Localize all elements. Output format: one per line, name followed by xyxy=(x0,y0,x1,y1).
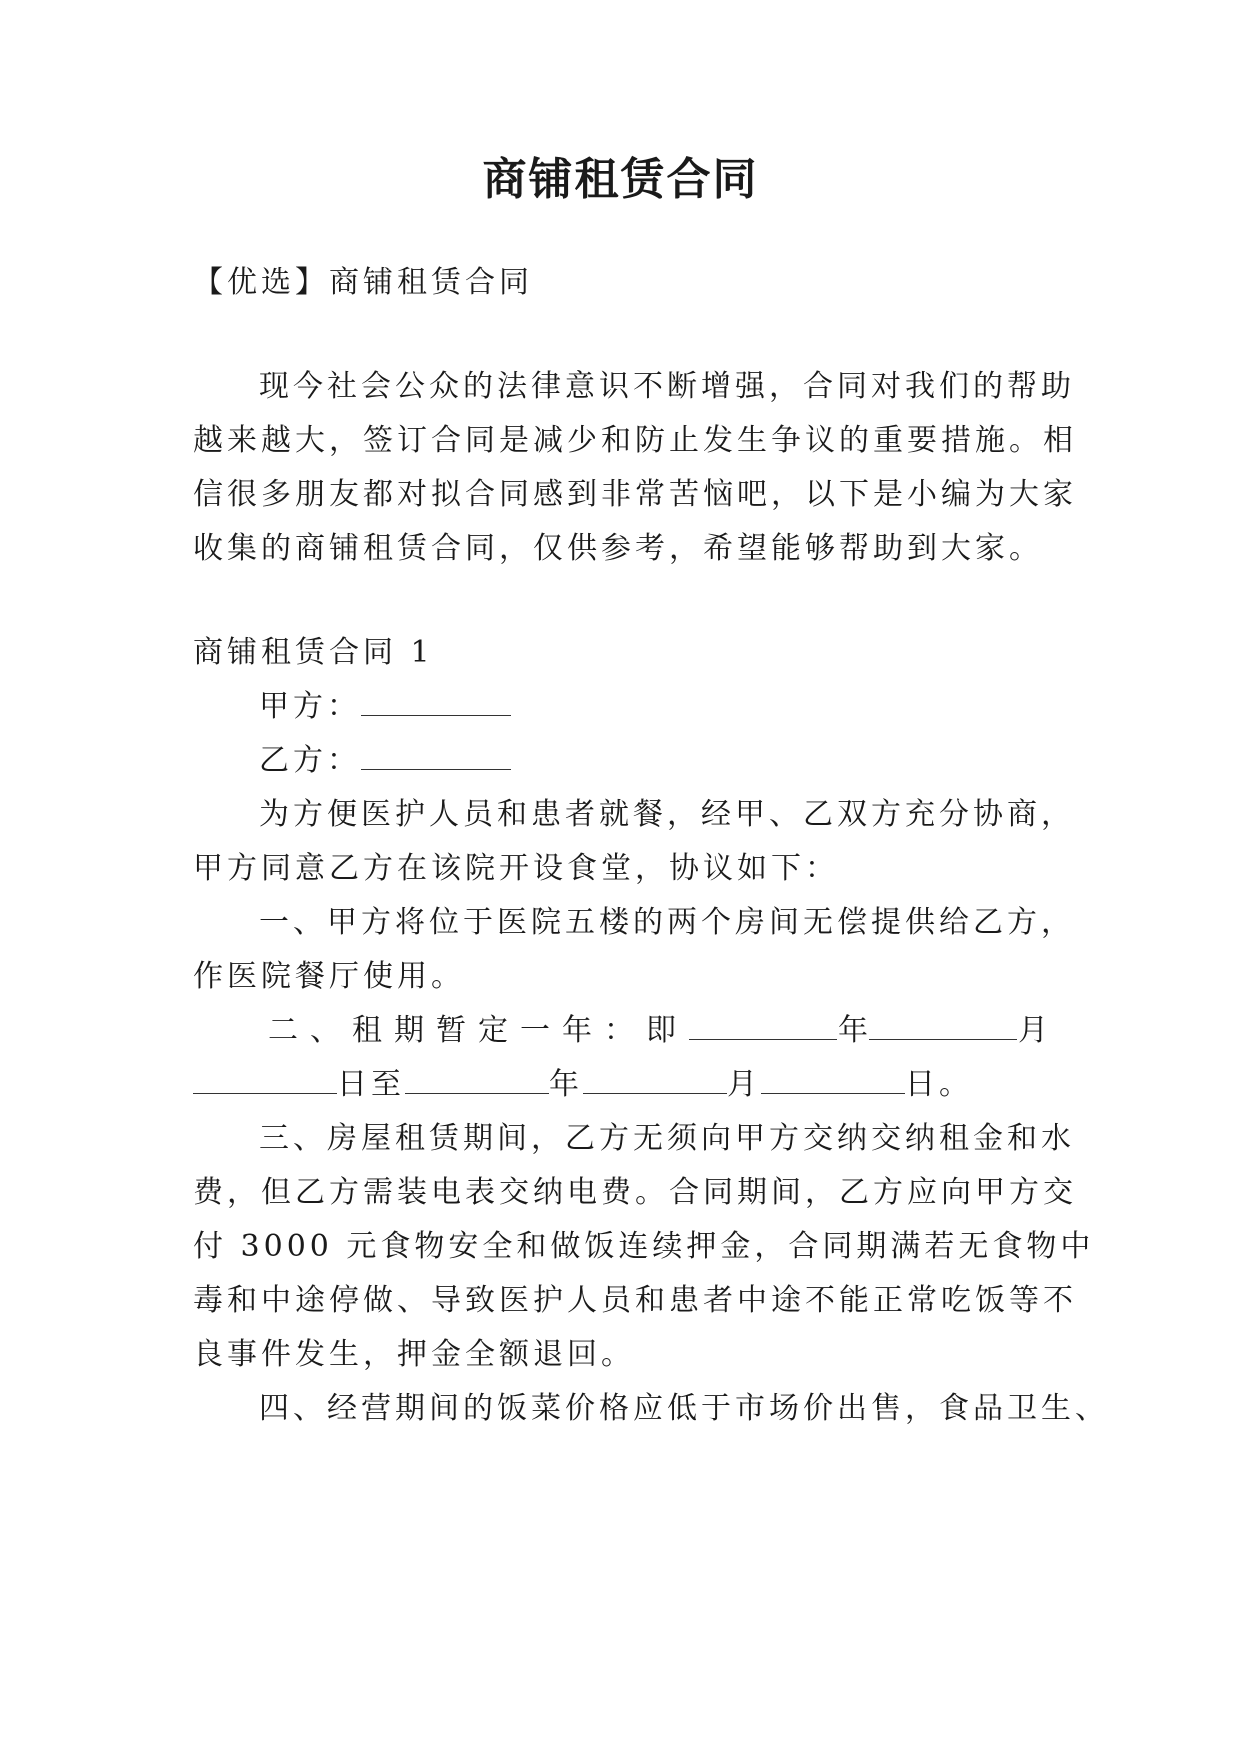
start-day-blank[interactable] xyxy=(193,1065,337,1094)
document-subtitle: 【优选】商铺租赁合同 xyxy=(193,265,533,300)
clause1-line: 一、甲方将位于医院五楼的两个房间无偿提供给乙方， xyxy=(259,905,1075,940)
party-b-row xyxy=(259,741,511,781)
intro-line: 收集的商铺租赁合同，仅供参考，希望能够帮助到大家。 xyxy=(193,531,1043,566)
clause3-line: 毒和中途停做、导致医护人员和患者中途不能正常吃饭等不 xyxy=(193,1283,1077,1318)
clause2-month2: 月 xyxy=(727,1067,761,1102)
clause3-line: 三、房屋租赁期间，乙方无须向甲方交纳交纳租金和水 xyxy=(259,1121,1075,1156)
party-a-blank[interactable] xyxy=(361,687,511,716)
party-a-row xyxy=(259,687,511,727)
clause2-row1 xyxy=(268,1011,1048,1051)
party-b-label: 乙方： xyxy=(259,743,361,778)
clause2-year2: 年 xyxy=(549,1067,583,1102)
clause2-year1: 年 xyxy=(838,1013,868,1048)
party-a-label: 甲方： xyxy=(259,689,361,724)
clause2-day1: 日至 xyxy=(337,1067,405,1102)
intro-line: 越来越大，签订合同是减少和防止发生争议的重要措施。相 xyxy=(193,423,1077,458)
clause3-line: 费，但乙方需装电表交纳电费。合同期间，乙方应向甲方交 xyxy=(193,1175,1077,1210)
clause1-line: 作医院餐厅使用。 xyxy=(193,959,465,994)
intro-line: 信很多朋友都对拟合同感到非常苦恼吧，以下是小编为大家 xyxy=(193,477,1077,512)
clause3-line: 付 3000 元食物安全和做饭连续押金，合同期满若无食物中 xyxy=(193,1229,1095,1264)
end-day-blank[interactable] xyxy=(761,1065,905,1094)
document-title: 商铺租赁合同 xyxy=(482,154,759,205)
preamble-line: 甲方同意乙方在该院开设食堂，协议如下： xyxy=(193,851,839,886)
preamble-line: 为方便医护人员和患者就餐，经甲、乙双方充分协商， xyxy=(259,797,1075,832)
clause4-line: 四、经营期间的饭菜价格应低于市场价出售，食品卫生、 xyxy=(259,1391,1109,1426)
clause2-lead: 二、租期暂定一年：即 xyxy=(268,1013,688,1048)
contract-heading: 商铺租赁合同 1 xyxy=(193,635,434,670)
clause2-row2 xyxy=(193,1065,973,1105)
end-month-blank[interactable] xyxy=(583,1065,727,1094)
party-b-blank[interactable] xyxy=(361,741,511,770)
clause3-line: 良事件发生，押金全额退回。 xyxy=(193,1337,635,1372)
start-year-blank[interactable] xyxy=(689,1011,837,1040)
clause2-day2: 日。 xyxy=(905,1067,973,1102)
end-year-blank[interactable] xyxy=(405,1065,549,1094)
clause2-month1: 月 xyxy=(1018,1013,1048,1048)
start-month-blank[interactable] xyxy=(869,1011,1017,1040)
intro-line: 现今社会公众的法律意识不断增强，合同对我们的帮助 xyxy=(259,369,1075,404)
